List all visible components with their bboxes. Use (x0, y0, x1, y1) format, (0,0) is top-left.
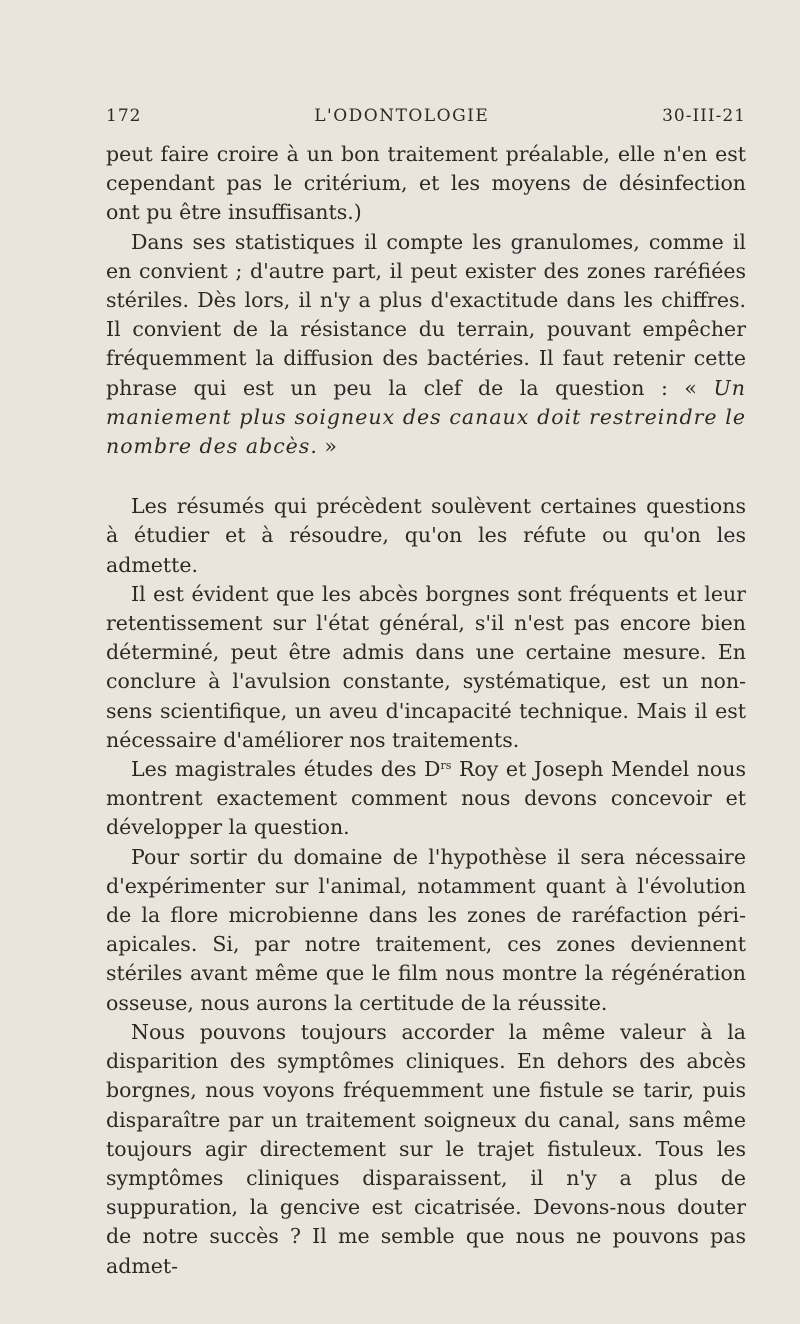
page-number: 172 (106, 106, 142, 126)
closing-quote: » (317, 434, 337, 459)
issue-date: 30-III-21 (662, 106, 746, 126)
paragraph-summaries: Les résumés qui précèdent soulèvent certaines questions à étudier et à résoudre, qu'on les réfute ou qu'on les admette. (106, 494, 746, 577)
paragraph-experiment: Pour sortir du domaine de l'hypothèse il sera nécessaire d'expérimenter sur l'animal, notamment quant à l'évolution de la flore microbienne dans les zones de raréfaction péri-apicales. Si, par notre traitement, ces zones deviennent stériles avant même que le film nous montre la régénération osseuse, nous aurons la certitude de la réussite. (106, 844, 746, 1015)
paragraph-continued: peut faire croire à un bon traitement préalable, elle n'en est cependant pas le critérium, et les moyens de désinfection ont pu être insuffisants.) (106, 142, 746, 225)
paragraph-blind-abscesses: Il est évident que les abcès borgnes sont fréquents et leur retentissement sur l'état général, s'il n'est pas encore bien déterminé, peut être admis dans une certaine mesure. En conclure à l'avulsion constante, systématique, est un non-sens scientifique, un aveu d'incapacité technique. Mais il est nécessaire d'améliorer nos traitements. (106, 581, 746, 752)
doctors-superscript: rs (440, 759, 452, 773)
paragraph-clinical-symptoms: Nous pouvons toujours accorder la même valeur à la disparition des symptômes cliniques. En dehors des abcès borgnes, nous voyons fréquemment une fistule se tarir, puis disparaître par un traitement soigneux du canal, sans même toujours agir directement sur le trajet fistuleux. Tous les symptômes cliniques disparaissent, il n'y a plus de suppuration, la gencive est cicatrisée. Devons-nous douter de notre succès ? Il me semble que nous ne pouvons pas admet- (106, 1019, 746, 1278)
paragraph-statistics (106, 228, 746, 462)
running-header (106, 104, 746, 128)
paragraph-statistics-text: Dans ses statistiques il compte les granulomes, comme il en convient ; d'autre part, il peut exister des zones raréfiées stériles. Dès lors, il n'y a plus d'exactitude dans les chiffres. Il convient de la résistance du terrain, pouvant empêcher fréquemment la diffusion des bactéries. Il faut retenir cette phrase qui est un peu la clef de la question : « (106, 229, 746, 400)
page-body (106, 140, 746, 1281)
paragraph-studies-start: Les magistrales études des D (131, 757, 441, 782)
paragraph-studies-end: Roy et Joseph Mendel nous montrent exactement comment nous devons concevoir et développer la question. (106, 757, 746, 840)
paragraph-studies (106, 755, 746, 843)
journal-title: L'ODONTOLOGIE (314, 106, 490, 126)
quoted-phrase: Un maniement plus soigneux des canaux doit restreindre le nombre des abcès. (106, 375, 746, 459)
